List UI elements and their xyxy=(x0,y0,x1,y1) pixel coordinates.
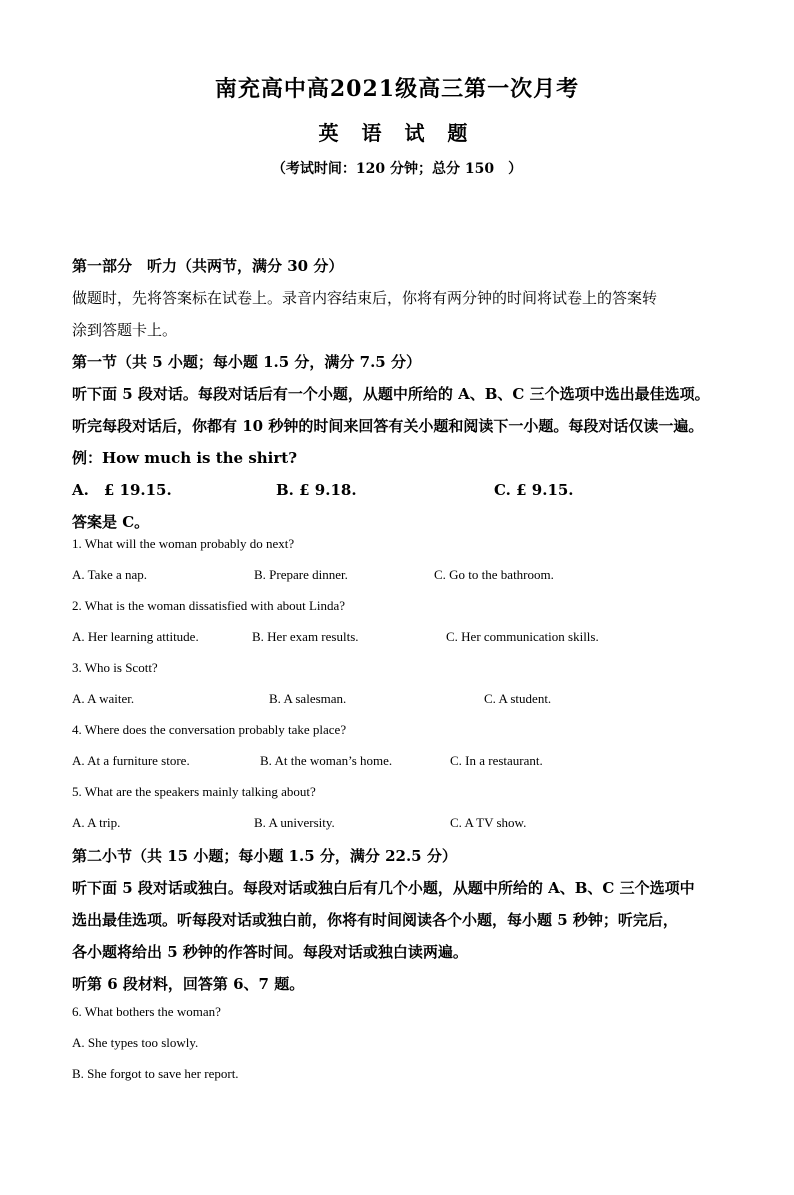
exam-title: 南充高中高2021级高三第一次月考 xyxy=(214,76,580,102)
material-6-heading: 听第 6 段材料，回答第 6、7 题。 xyxy=(72,975,305,993)
section2-block xyxy=(72,840,738,1000)
question-5: 5. What are the speakers mainly talking about? xyxy=(72,784,316,799)
example-option-c: C. £ 9.15. xyxy=(494,481,574,499)
part1-block xyxy=(72,250,738,538)
example-question: 例：How much is the shirt? xyxy=(72,449,297,467)
q5-option-c: C. A TV show. xyxy=(450,815,527,830)
q1-option-a: A. Take a nap. xyxy=(72,567,148,582)
q1-option-b: B. Prepare dinner. xyxy=(254,567,348,582)
section1-directions-line2: 听完每段对话后，你都有 10 秒钟的时间来回答有关小题和阅读下一小题。每段对话仅读一遍。 xyxy=(72,417,704,435)
q4-option-c: C. In a restaurant. xyxy=(450,753,543,768)
section2-directions-line1: 听下面 5 段对话或独白。每段对话或独白后有几个小题，从题中所给的 A、B、C 三个选项中 xyxy=(72,879,695,897)
question-3-options xyxy=(72,683,738,714)
section1-heading: 第一节（共 5 小题；每小题 1.5 分，满分 7.5 分） xyxy=(72,353,421,371)
example-option-a: A. £ 19.15. xyxy=(72,481,172,499)
questions-block xyxy=(72,528,738,838)
question-3: 3. Who is Scott? xyxy=(72,660,158,675)
question-2: 2. What is the woman dissatisfied with about Linda? xyxy=(72,598,346,613)
q1-option-c: C. Go to the bathroom. xyxy=(434,567,554,582)
question-4-options xyxy=(72,745,738,776)
q4-option-a: A. At a furniture store. xyxy=(72,753,190,768)
exam-info: （考试时间：120 分钟；总分 150 ） xyxy=(271,161,523,177)
question-6: 6. What bothers the woman? xyxy=(72,1004,221,1019)
section2-directions-line3: 各小题将给出 5 秒钟的作答时间。每段对话或独白读两遍。 xyxy=(72,943,468,961)
section1-directions-line1: 听下面 5 段对话。每段对话后有一个小题，从题中所给的 A、B、C 三个选项中选出最佳选项。 xyxy=(72,385,710,403)
q3-option-c: C. A student. xyxy=(484,691,552,706)
q2-option-a: A. Her learning attitude. xyxy=(72,629,199,644)
question-2-options xyxy=(72,621,738,652)
q6-option-a: A. She types too slowly. xyxy=(72,1035,199,1050)
question-4: 4. Where does the conversation probably take place? xyxy=(72,722,347,737)
section2-heading: 第二小节（共 15 小题；每小题 1.5 分，满分 22.5 分） xyxy=(72,847,457,865)
q6-option-b: B. She forgot to save her report. xyxy=(72,1066,239,1081)
part1-instructions-line2: 涂到答题卡上。 xyxy=(72,321,178,339)
q5-option-a: A. A trip. xyxy=(72,815,121,830)
example-answer: 答案是 C。 xyxy=(72,513,150,531)
part1-heading: 第一部分 听力（共两节，满分 30 分） xyxy=(72,257,344,275)
section2-directions-line2: 选出最佳选项。听每段对话或独白前，你将有时间阅读各个小题，每小题 5 秒钟；听完后， xyxy=(72,911,678,929)
question-1: 1. What will the woman probably do next? xyxy=(72,536,295,551)
example-options xyxy=(72,474,738,506)
q2-option-b: B. Her exam results. xyxy=(252,629,359,644)
question-6-block xyxy=(72,996,738,1089)
q3-option-b: B. A salesman. xyxy=(269,691,347,706)
q2-option-c: C. Her communication skills. xyxy=(446,629,599,644)
part1-instructions-line1: 做题时，先将答案标在试卷上。录音内容结束后，你将有两分钟的时间将试卷上的答案转 xyxy=(72,289,658,307)
exam-subtitle: 英 语 试 题 xyxy=(318,121,476,145)
exam-page xyxy=(0,72,794,1195)
q3-option-a: A. A waiter. xyxy=(72,691,135,706)
question-1-options xyxy=(72,559,738,590)
q4-option-b: B. At the woman’s home. xyxy=(260,753,393,768)
question-5-options xyxy=(72,807,738,838)
q5-option-b: B. A university. xyxy=(254,815,335,830)
example-option-b: B. £ 9.18. xyxy=(276,481,357,499)
